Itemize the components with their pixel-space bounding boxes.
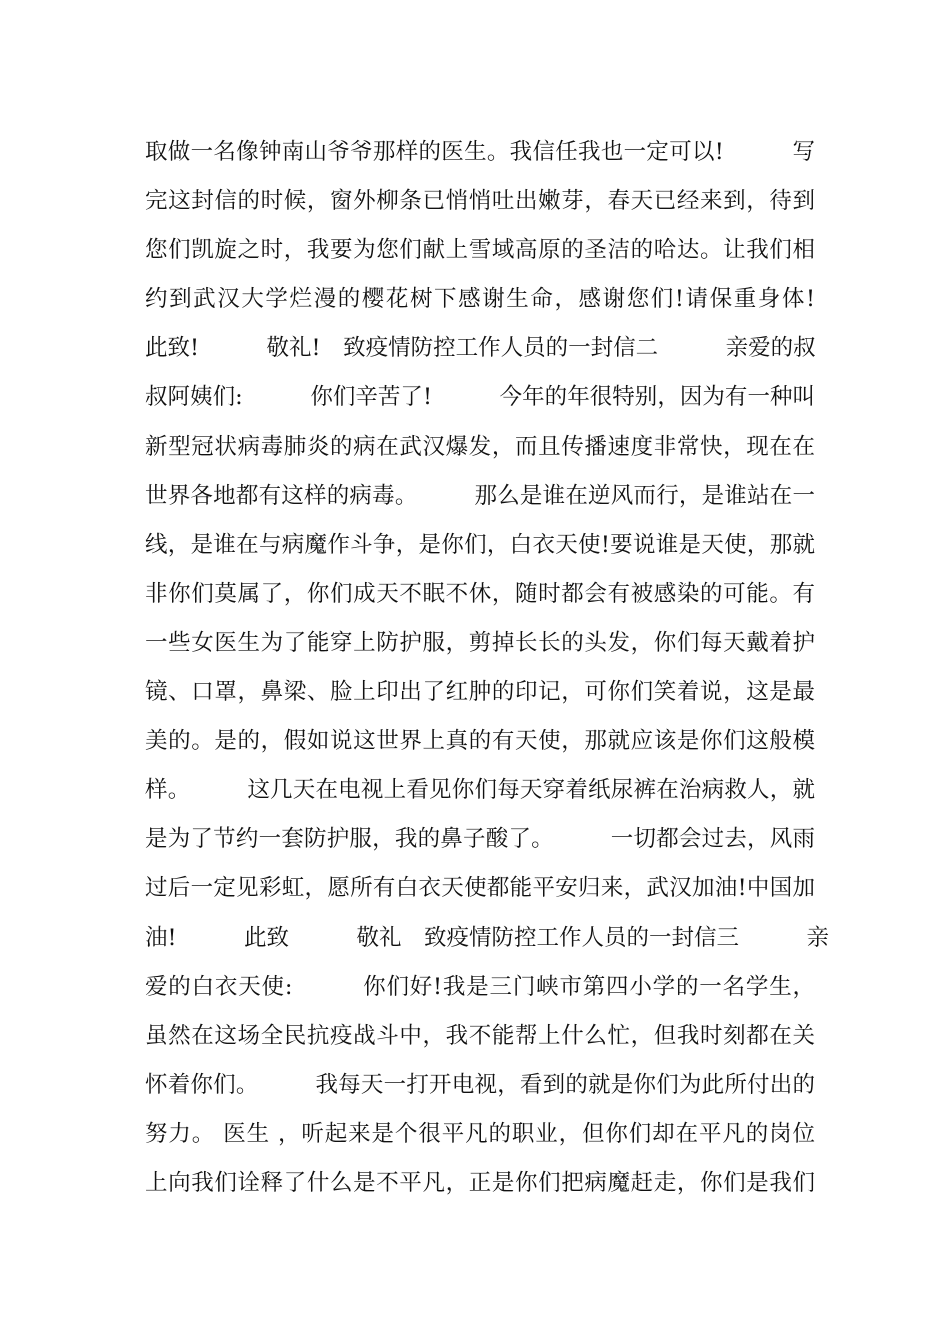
- body-line: 虽然在这场全民抗疫战斗中，我不能帮上什么忙，但我时刻都在关: [145, 1022, 815, 1049]
- body-line: 完这封信的时候，窗外柳条已悄悄吐出嫩芽，春天已经来到，待到: [145, 188, 815, 215]
- body-line: 非你们莫属了，你们成天不眠不休，随时都会有被感染的可能。有: [145, 580, 815, 607]
- letter-body: [145, 128, 830, 1208]
- body-line: 世界各地都有这样的病毒。 那么是谁在逆风而行，是谁站在一: [145, 482, 815, 509]
- body-line: 美的。是的，假如说这世界上真的有天使，那就应该是你们这般模: [145, 728, 815, 755]
- body-line: 一些女医生为了能穿上防护服，剪掉长长的头发，你们每天戴着护: [145, 629, 815, 656]
- body-line: 油! 此致 敬礼 致疫情防控工作人员的一封信三 亲: [145, 924, 830, 951]
- body-line: 样。 这几天在电视上看见你们每天穿着纸尿裤在治病救人，就: [145, 777, 815, 804]
- body-line: 镜、口罩，鼻梁、脸上印出了红肿的印记，可你们笑着说，这是最: [145, 679, 815, 706]
- body-line: 上向我们诠释了什么是不平凡，正是你们把病魔赶走，你们是我们: [145, 1169, 815, 1196]
- body-line: 是为了节约一套防护服，我的鼻子酸了。 一切都会过去，风雨: [145, 826, 815, 853]
- body-line: 叔阿姨们: 你们辛苦了! 今年的年很特别，因为有一种叫: [145, 384, 815, 411]
- body-line: 取做一名像钟南山爷爷那样的医生。我信任我也一定可以! 写: [145, 139, 815, 165]
- body-line: 线，是谁在与病魔作斗争，是你们，白衣天使!要说谁是天使，那就: [145, 531, 815, 558]
- body-line: 怀着你们。 我每天一打开电视，看到的就是你们为此所付出的: [145, 1071, 815, 1098]
- body-line: 此致! 敬礼! 致疫情防控工作人员的一封信二 亲爱的叔: [145, 335, 816, 362]
- body-line: 您们凯旋之时，我要为您们献上雪域高原的圣洁的哈达。让我们相: [145, 237, 815, 264]
- body-line: 过后一定见彩虹，愿所有白衣天使都能平安归来，武汉加油!中国加: [145, 875, 815, 902]
- body-line: 新型冠状病毒肺炎的病在武汉爆发，而且传播速度非常快，现在在: [145, 433, 815, 460]
- body-line: 努力。 医生 ，听起来是个很平凡的职业，但你们却在平凡的岗位: [145, 1120, 815, 1147]
- body-line: 爱的白衣天使: 你们好!我是三门峡市第四小学的一名学生，: [145, 973, 815, 1000]
- body-line: 约到武汉大学烂漫的樱花树下感谢生命，感谢您们!请保重身体!: [145, 286, 815, 313]
